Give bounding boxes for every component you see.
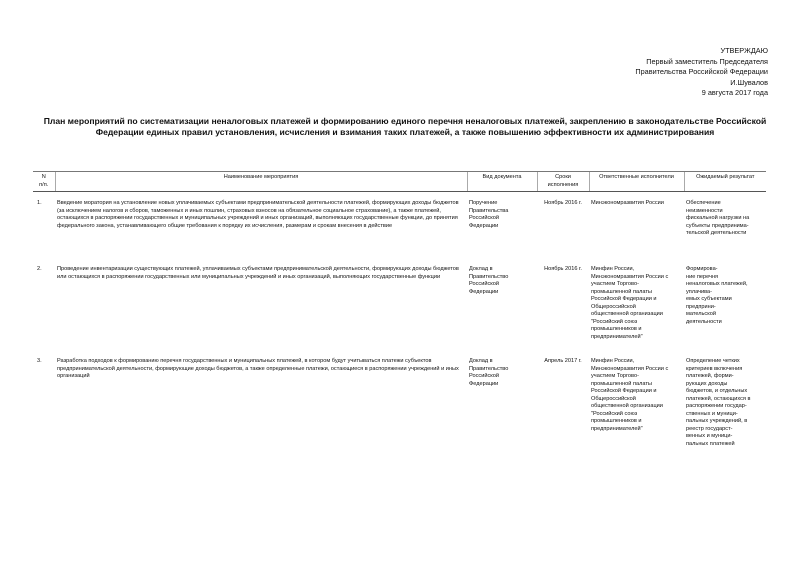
measure-text: Разработка подходов к формированию перечня государственных и муниципальных платежей, в котором будут учитываться платежи субъектов предпринимательской деятельности, формирующие доходы бюджетов, а также определенные платежи, остающиеся в распоряжении учреждений и иных организаций bbox=[57, 358, 459, 379]
responsible: Минфин России, Минэкономразвития России с участием Торгово- промышленной палаты Российской Федерации и Общероссийской общественной организации "Российский союз промышленников и предпринимателей" bbox=[591, 358, 669, 432]
expected-result: Определение четких критериев включения платежей, форми- рующих доходы бюджетов, и отдельных платежей, остающихся в распоряжении государ- ственных и муници- пальных учреждений, в реестр государст- венных и муници- пальных платежей bbox=[686, 358, 751, 447]
approval-stamp: УТВЕРЖДАЮ bbox=[720, 46, 768, 55]
approval-block bbox=[508, 46, 768, 99]
row-number: 1. bbox=[37, 200, 42, 206]
document-type: Доклад в Правительство Российской Федерации bbox=[469, 266, 509, 295]
expected-result: Формирова- ние перечня неналоговых платежей, уплачива- емых субъектами предприни- мательской деятельности bbox=[686, 266, 748, 325]
deadline: Апрель 2017 г. bbox=[544, 358, 582, 364]
measures-table bbox=[33, 171, 766, 468]
deadline: Ноябрь 2016 г. bbox=[544, 266, 582, 272]
header-result: Ожидаемый результат bbox=[684, 172, 766, 192]
table-header-row bbox=[33, 172, 766, 192]
approver-position-line-2: Правительства Российской Федерации bbox=[635, 67, 768, 77]
expected-result: Обеспечение неизменности фискальной нагрузки на субъекты предпринима- тельской деятельности bbox=[686, 200, 750, 236]
row-number: 2. bbox=[37, 266, 42, 272]
header-number: N п/п. bbox=[33, 172, 55, 192]
table-row bbox=[33, 260, 766, 350]
table-row bbox=[33, 350, 766, 468]
measure-text: Проведение инвентаризации существующих платежей, уплачиваемых субъектами предпринимательской деятельности, формирующих доходы бюджетов или остающихся в распоряжении государственных или муниципальных учреждений и иных организаций, выполняющих государственные функции bbox=[57, 266, 459, 280]
approver-position-line-1: Первый заместитель Председателя bbox=[646, 56, 768, 66]
deadline: Ноябрь 2016 г. bbox=[544, 200, 582, 206]
approver-name: И.Шувалов bbox=[730, 77, 768, 87]
responsible: Минфин России, Минэкономразвития России с участием Торгово- промышленной палаты Российской Федерации и Общероссийской общественной организации "Российский союз промышленников и предпринимателей" bbox=[591, 266, 669, 340]
approval-date: 9 августа 2017 года bbox=[701, 88, 768, 98]
document-title: План мероприятий по систематизации неналоговых платежей и формированию единого перечня неналоговых платежей, закреплению в законодательстве Российской Федерации единых правил установления, исчисления и взимания таких платежей, а также повышению эффективности их администрирования bbox=[43, 116, 767, 138]
document-type: Поручение Правительства Российской Федерации bbox=[469, 200, 509, 229]
header-deadline: Сроки исполнения bbox=[537, 172, 589, 192]
document-type: Доклад в Правительство Российской Федерации bbox=[469, 358, 509, 387]
header-responsible: Ответственные исполнители bbox=[589, 172, 684, 192]
header-measure: Наименование мероприятия bbox=[55, 172, 467, 192]
row-number: 3. bbox=[37, 358, 42, 364]
measure-text: Введение моратория на установление новых уплачиваемых субъектами предпринимательской деятельности платежей, формирующих доходы бюджетов (за исключением налогов и сборов, таможенных и иных пошлин, страховых взносов на обязательное социальное страхование), а также платежей, остающихся в распоряжении государственных и муниципальных учреждений и иных организаций, выполняющих государственные функции, до принятия федерального закона, устанавливающего общие требования к порядку их исчисления, размерам и срокам внесения в действие bbox=[57, 200, 459, 229]
responsible: Минэкономразвития России bbox=[591, 200, 664, 206]
header-document-type: Вид документа bbox=[467, 172, 537, 192]
table-row bbox=[33, 192, 766, 261]
